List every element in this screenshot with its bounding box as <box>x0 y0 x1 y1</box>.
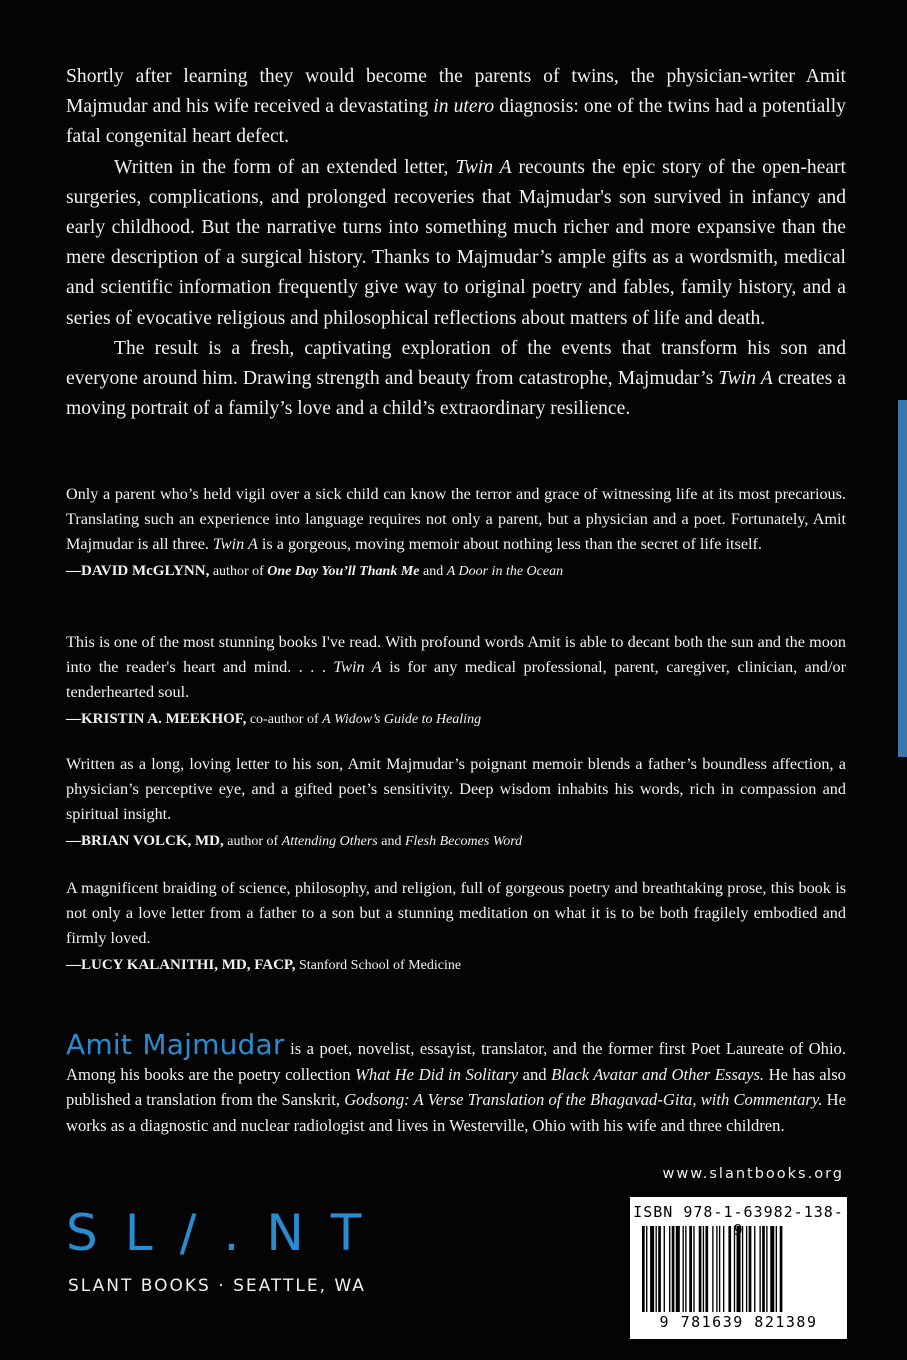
barcode-bar <box>699 1226 702 1312</box>
barcode-bar <box>712 1226 713 1312</box>
barcode-bar <box>676 1226 680 1312</box>
barcode-bar <box>759 1226 760 1312</box>
barcode-bar <box>734 1226 735 1312</box>
barcode-bar <box>737 1226 741 1312</box>
endorsement-text: This is one of the most stunning books I've read. With profound words Amit is able to decant both the sun and the moon into the reader's heart and mind. . . . Twin A is for any medical professional, parent, caregiver, clinician, and/or tenderhearted soul. <box>66 633 846 701</box>
barcode-bar <box>689 1226 692 1312</box>
endorsement-meekhof <box>66 630 846 730</box>
isbn-barcode <box>630 1197 847 1339</box>
endorsement-text: A magnificent braiding of science, philosophy, and religion, full of gorgeous poetry and breathtaking prose, this book is not only a love letter from a father to a son but a stunning meditation on what it is to be both fragilely embodied and firmly loved. <box>66 879 846 947</box>
endorsement-attribution: —BRIAN VOLCK, MD, author of Attending Others and Flesh Becomes Word <box>66 833 523 850</box>
endorsement-attribution: —LUCY KALANITHI, MD, FACP, Stanford School of Medicine <box>66 957 462 974</box>
endorsement-volck <box>66 752 846 852</box>
author-bio: Amit Majmudar is a poet, novelist, essayist, translator, and the former first Poet Laureate of Ohio. Among his books are the poetry collection What He Did in Solitary and Black Avatar and Other Essays. He has also published a translation from the Sanskrit, Godsong: A Verse Translation of the Bhagavad-Gita, with Commentary. He works as a diagnostic and nuclear radiologist and lives in Westerville, Ohio with his wife and three children. <box>66 1028 847 1135</box>
barcode-bar <box>723 1226 724 1312</box>
publisher-imprint: SLANT BOOKS · SEATTLE, WA <box>68 1276 366 1296</box>
barcode-bar <box>742 1226 743 1312</box>
endorsement-attribution: —DAVID McGLYNN, author of One Day You’ll Thank Me and A Door in the Ocean <box>66 563 564 580</box>
barcode-bar <box>656 1226 657 1312</box>
ean-digits: 9 781639 821389 <box>659 1313 818 1331</box>
barcode-bar <box>705 1226 708 1312</box>
barcode-bar <box>672 1226 675 1312</box>
slant-logo: SL/.NT <box>66 1204 389 1262</box>
barcode-bar <box>728 1226 731 1312</box>
barcode-bar <box>642 1226 645 1312</box>
blurb-paragraph-3: The result is a fresh, captivating exploration of the events that transform his son and everyone around him. Drawing strength and beauty from catastrophe, Majmudar’s Twin A creates a moving portrait of a family’s love and a child’s extraordinary resilience. <box>66 337 847 420</box>
barcode-bar <box>693 1226 694 1312</box>
endorsement-mcglynn <box>66 482 846 582</box>
description-blurb <box>66 62 846 424</box>
barcode-bar <box>683 1226 684 1312</box>
barcode-bar <box>749 1226 752 1312</box>
endorsement-kalanithi <box>66 876 846 976</box>
endorsement-text: Written as a long, loving letter to his son, Amit Majmudar’s poignant memoir blends a father’s boundless affection, a physician’s perceptive eye, and a gifted poet’s sensitivity. Deep wisdom inhabits his words, rich in compassion and spiritual insight. <box>66 755 846 823</box>
barcode-bar <box>754 1226 755 1312</box>
isbn-label: ISBN 978-1-63982-138- <box>633 1203 844 1221</box>
barcode-bar <box>658 1226 661 1312</box>
barcode-bar <box>716 1226 717 1312</box>
barcode-bar <box>685 1226 686 1312</box>
author-name: Amit Majmudar <box>66 1028 285 1061</box>
barcode-bar <box>719 1226 720 1312</box>
publisher-website[interactable]: www.slantbooks.org <box>662 1166 844 1182</box>
barcode-bar <box>780 1226 783 1312</box>
blurb-paragraph-1: Shortly after learning they would become the parents of twins, the physician-writer Amit Majmudar and his wife received a devastating in utero diagnosis: one of the twins had a potentially fatal congenital heart defect. <box>66 66 846 148</box>
barcode-bar <box>650 1226 654 1312</box>
barcode-bar <box>766 1226 767 1312</box>
barcode-bar <box>746 1226 747 1312</box>
barcode-bar <box>762 1226 765 1312</box>
endorsement-attribution: —KRISTIN A. MEEKHOF, co-author of A Widow’s Guide to Healing <box>66 711 482 728</box>
blurb-paragraph-2: Written in the form of an extended letter, Twin A recounts the epic story of the open-heart surgeries, complications, and prolonged recoveries that Majmudar's son survived in infancy and early childhood. But the narrative turns into something much richer and more expansive than the mere description of a surgical history. Thanks to Majmudar’s ample gifts as a wordsmith, medical and scientific information frequently give way to original poetry and fables, family history, and a series of evocative religious and philosophical reflections about matters of life and death. <box>66 156 846 329</box>
barcode-bar <box>664 1226 665 1312</box>
barcode-bar <box>646 1226 647 1312</box>
barcode-bar <box>770 1226 774 1312</box>
endorsement-text: Only a parent who’s held vigil over a sick child can know the terror and grace of witnessing life at its most precarious. Translating such an experience into language requires not only a parent, but a physician and a poet. Fortunately, Amit Majmudar is all three. Twin A is a gorgeous, moving memoir about nothing less than the secret of life itself. <box>66 485 846 553</box>
barcode-bar <box>669 1226 670 1312</box>
barcode-bar <box>776 1226 777 1312</box>
barcode-bars <box>640 1226 837 1312</box>
spine-accent-bar <box>898 400 907 757</box>
barcode-bar <box>703 1226 704 1312</box>
